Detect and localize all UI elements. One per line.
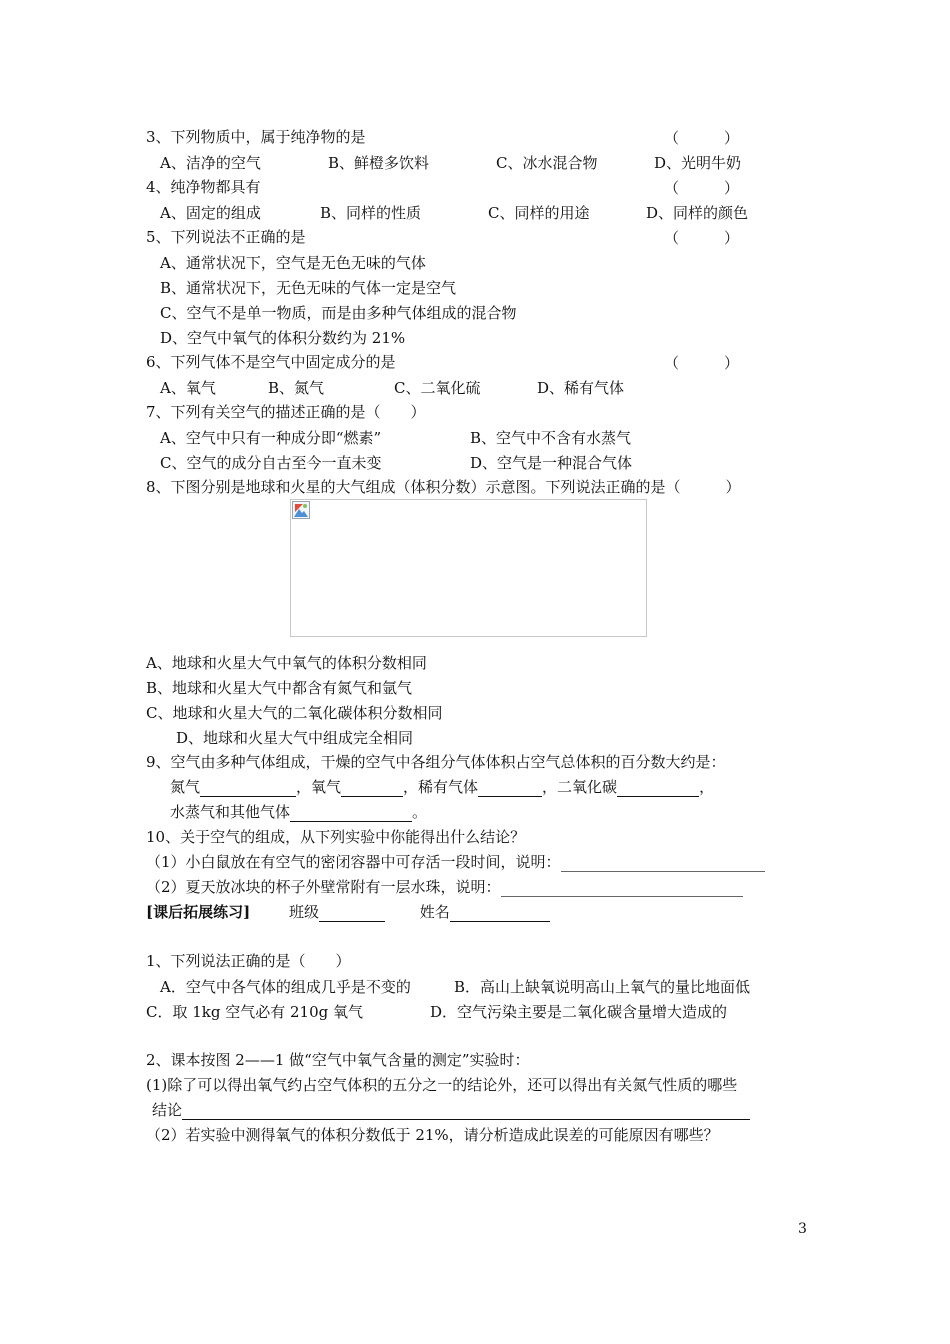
q9-co2-label: ，二氧化碳 [542, 778, 618, 796]
q9-rare-gas-label: ，稀有气体 [403, 778, 479, 796]
q4-option-b: B、同样的性质 [320, 204, 422, 222]
name-label: 姓名 [419, 903, 450, 921]
q9-water-label: 水蒸气和其他气体 [170, 803, 291, 821]
e2-sub1-cont-text: 结论 [152, 1101, 183, 1119]
extension-header [146, 902, 550, 922]
q9-oxygen-blank[interactable] [341, 780, 403, 797]
q8-option-d: D、地球和火星大气中组成完全相同 [176, 729, 414, 747]
q7-stem: 7、下列有关空气的描述正确的是（ ） [146, 403, 426, 421]
q6-option-b: B、氮气 [268, 379, 325, 397]
q9-nitrogen-label: 氮气 [170, 778, 201, 796]
q7-option-d: D、空气是一种混合气体 [470, 454, 633, 472]
q9-water-blank[interactable] [290, 805, 412, 822]
q9-comma: ， [699, 778, 715, 796]
q3-answer-paren: （ ） [664, 129, 740, 147]
q10-sub2-text: （2）夏天放冰块的杯子外壁常附有一层水珠，说明： [146, 878, 501, 896]
q10-stem: 10、关于空气的组成，从下列实验中你能得出什么结论？ [146, 828, 526, 846]
q10-sub1-text: （1）小白鼠放在有空气的密闭容器中可存活一段时间，说明： [146, 853, 561, 871]
class-blank[interactable] [319, 905, 385, 922]
q6-answer-paren: （ ） [664, 354, 740, 372]
e1-stem: 1、下列说法正确的是（ ） [146, 952, 351, 970]
q4-option-d: D、同样的颜色 [646, 204, 749, 222]
e1-option-a: A．空气中各气体的组成几乎是不变的 [160, 978, 411, 996]
q9-end: 。 [412, 803, 428, 821]
q9-oxygen-label: ，氧气 [296, 778, 342, 796]
q7-option-c: C、空气的成分自古至今一直未变 [160, 454, 382, 472]
e2-sub1-cont [152, 1100, 750, 1120]
name-blank[interactable] [450, 905, 550, 922]
q7-option-a: A、空气中只有一种成分即“燃素” [160, 429, 382, 447]
q4-option-a: A、固定的组成 [160, 204, 261, 222]
q7-option-b: B、空气中不含有水蒸气 [470, 429, 632, 447]
q9-stem: 9、空气由多种气体组成，干燥的空气中各组分气体体积占空气总体积的百分数大约是： [146, 753, 726, 771]
e2-stem: 2、课本按图 2——1 做“空气中氧气含量的测定”实验时： [146, 1051, 530, 1069]
q3-option-d: D、光明牛奶 [654, 154, 742, 172]
q10-sub1-blank[interactable] [561, 855, 765, 872]
q5-stem: 5、下列说法不正确的是 [146, 228, 306, 246]
e2-sub1: (1)除了可以得出氧气约占空气体积的五分之一的结论外，还可以得出有关氮气性质的哪些 [146, 1076, 738, 1094]
q8-option-a: A、地球和火星大气中氧气的体积分数相同 [146, 654, 427, 672]
q5-option-a: A、通常状况下，空气是无色无味的气体 [160, 254, 426, 272]
e1-option-b: B．高山上缺氧说明高山上氧气的量比地面低 [454, 978, 751, 996]
q6-option-c: C、二氧化硫 [394, 379, 481, 397]
q8-option-c: C、地球和火星大气的二氧化碳体积分数相同 [146, 704, 443, 722]
extension-title: [课后拓展练习] [146, 903, 251, 921]
q5-option-b: B、通常状况下，无色无味的气体一定是空气 [160, 279, 457, 297]
q10-sub2 [146, 877, 743, 897]
q6-option-d: D、稀有气体 [537, 379, 625, 397]
q6-option-a: A、氧气 [160, 379, 216, 397]
q3-option-b: B、鲜橙多饮料 [328, 154, 430, 172]
e2-sub2: （2）若实验中测得氧气的体积分数低于 21%，请分析造成此误差的可能原因有哪些？ [146, 1126, 719, 1144]
q8-stem: 8、下图分别是地球和火星的大气组成（体积分数）示意图。下列说法正确的是（ ） [146, 478, 741, 496]
q4-stem: 4、纯净物都具有 [146, 178, 261, 196]
q4-option-c: C、同样的用途 [488, 204, 590, 222]
q9-fill-line-2 [170, 802, 427, 822]
q5-answer-paren: （ ） [664, 229, 740, 247]
page-number: 3 [798, 1221, 807, 1237]
q6-stem: 6、下列气体不是空气中固定成分的是 [146, 353, 396, 371]
e1-option-d: D．空气污染主要是二氧化碳含量增大造成的 [430, 1003, 728, 1021]
q10-sub2-blank[interactable] [501, 880, 743, 897]
broken-image-icon [292, 501, 310, 519]
q10-sub1 [146, 852, 765, 872]
q8-option-b: B、地球和火星大气中都含有氮气和氩气 [146, 679, 413, 697]
q9-co2-blank[interactable] [617, 780, 699, 797]
q3-stem: 3、下列物质中，属于纯净物的是 [146, 128, 366, 146]
e2-sub1-blank[interactable] [182, 1103, 750, 1120]
class-label: 班级 [288, 903, 319, 921]
q3-option-a: A、洁净的空气 [160, 154, 261, 172]
q9-rare-gas-blank[interactable] [478, 780, 542, 797]
q9-fill-line-1 [170, 777, 714, 797]
q5-option-c: C、空气不是单一物质，而是由多种气体组成的混合物 [160, 304, 517, 322]
q9-nitrogen-blank[interactable] [200, 780, 296, 797]
q4-answer-paren: （ ） [664, 179, 740, 197]
q3-option-c: C、冰水混合物 [496, 154, 598, 172]
q5-option-d: D、空气中氧气的体积分数约为 21% [160, 329, 406, 347]
atmosphere-composition-figure [290, 499, 647, 637]
e1-option-c: C．取 1kg 空气必有 210g 氧气 [146, 1003, 364, 1021]
